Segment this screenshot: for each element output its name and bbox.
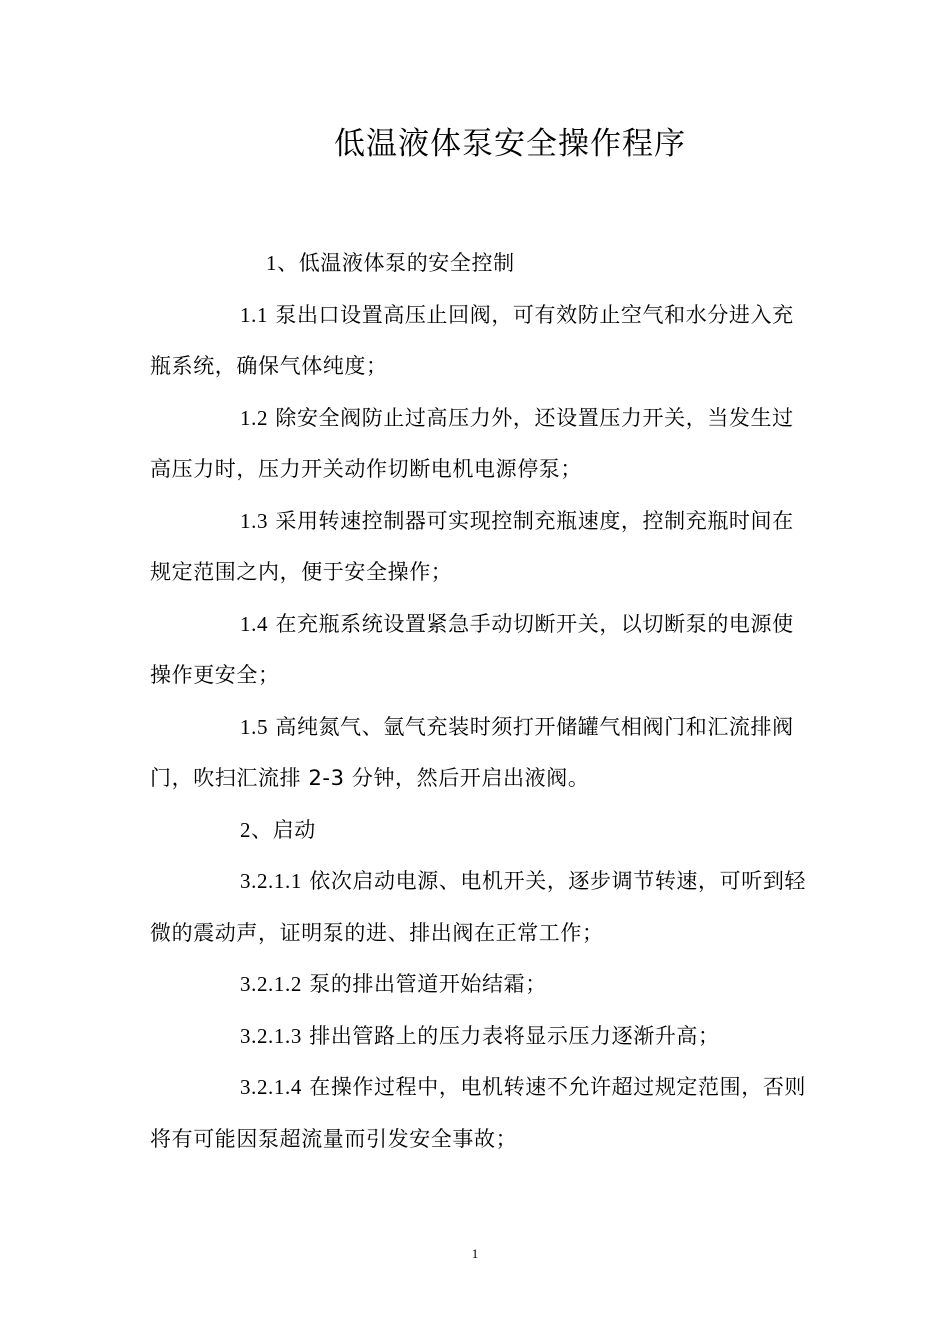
paragraph-1-5: [150, 702, 810, 805]
paragraph-text: 排出管路上的压力表将显示压力逐渐升高；: [301, 1023, 720, 1048]
document-title: 低温液体泵安全操作程序: [334, 126, 686, 162]
paragraph-number: 1.3: [240, 508, 269, 533]
paragraph-number: 1.1: [240, 302, 269, 327]
paragraph-1-4: [150, 599, 810, 702]
paragraph-text: 高纯氮气、氩气充装时须打开储罐气相阀门和汇流排阀门，吹扫汇流排 2-3 分钟，然后开启出液阀。: [150, 714, 794, 790]
paragraph-text: 除安全阀防止过高压力外，还设置压力开关，当发生过高压力时，压力开关动作切断电机电源停泵；: [150, 405, 794, 481]
paragraph-number: 1.5: [240, 714, 269, 739]
paragraph-text: 在操作过程中，电机转速不允许超过规定范围，否则将有可能因泵超流量而引发安全事故；: [150, 1075, 807, 1151]
paragraph-section-1-heading: [150, 238, 810, 290]
paragraph-text: 泵的排出管道开始结霜；: [301, 972, 547, 996]
paragraph-3-2-1-4: [150, 1062, 810, 1165]
paragraph-text: 在充瓶系统设置紧急手动切断开关，以切断泵的电源使操作更安全；: [150, 611, 794, 687]
paragraph-section-2-heading: [150, 805, 810, 857]
paragraph-1-1: [150, 290, 810, 393]
paragraph-number: 1.4: [240, 611, 269, 636]
paragraph-number: 1.2: [240, 405, 269, 430]
paragraph-number: 3.2.1.4: [240, 1075, 302, 1099]
paragraph-number: 3.2.1.2: [240, 972, 302, 996]
paragraph-text: 泵出口设置高压止回阀，可有效防止空气和水分进入充瓶系统，确保气体纯度；: [150, 302, 794, 378]
paragraph-number: 3.2.1.3: [240, 1023, 302, 1048]
paragraph-number: 1、: [266, 251, 299, 275]
paragraph-text: 采用转速控制器可实现控制充瓶速度，控制充瓶时间在规定范围之内，便于安全操作；: [150, 508, 794, 584]
paragraph-3-2-1-1: [150, 856, 810, 959]
paragraph-3-2-1-3: [150, 1011, 810, 1063]
paragraph-text: 依次启动电源、电机开关，逐步调节转速，可听到轻微的震动声，证明泵的进、排出阀在正常工作；: [150, 869, 807, 945]
paragraph-3-2-1-2: [150, 959, 810, 1011]
paragraph-text: 低温液体泵的安全控制: [298, 251, 515, 275]
paragraph-1-2: [150, 393, 810, 496]
paragraph-number: 3.2.1.1: [240, 869, 302, 893]
page-number: 1: [471, 1246, 479, 1261]
document-body: [150, 238, 810, 1165]
paragraph-number: 2、: [240, 817, 273, 842]
paragraph-text: 启动: [272, 817, 316, 842]
paragraph-1-3: [150, 496, 810, 599]
